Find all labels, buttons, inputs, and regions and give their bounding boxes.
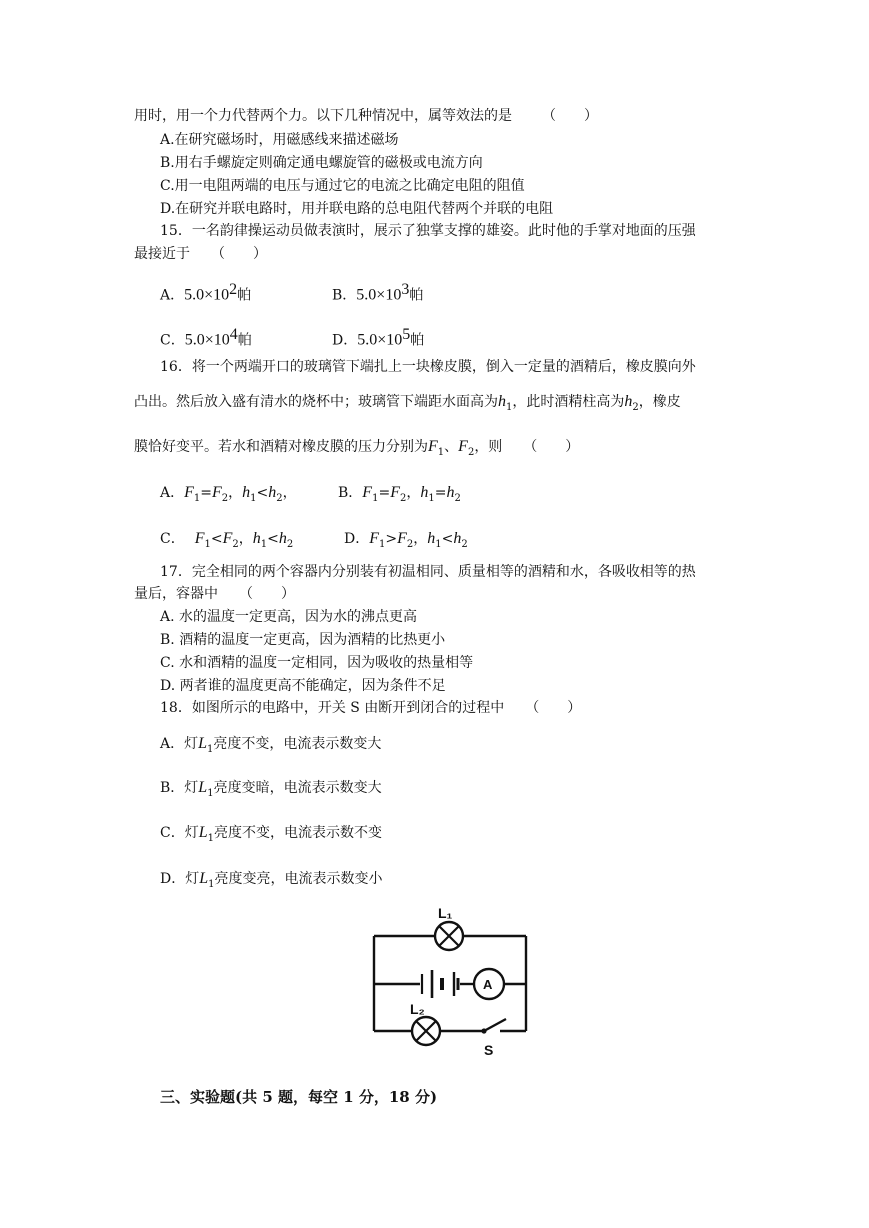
circuit-diagram bbox=[360, 900, 540, 1065]
question-14-stem: 用时，用一个力代替两个力。以下几种情况中，属等效法的是 （ ） bbox=[134, 108, 598, 124]
question-15-stem-line2: 最接近于 （ ） bbox=[134, 246, 267, 262]
lamp-l1-label: L₁ bbox=[438, 905, 453, 921]
lamp-l2 bbox=[412, 1017, 440, 1045]
question-17-stem-line2: 量后，容器中 （ ） bbox=[134, 586, 295, 602]
lamp-l2-label: L₂ bbox=[410, 1001, 425, 1017]
question-16-option-d: D．$F_1>F_2$，$h_1<h_2$ bbox=[344, 530, 468, 550]
question-15-option-c: C．$5.0\times 10^4$帕 bbox=[160, 326, 252, 349]
switch-label: S bbox=[484, 1042, 494, 1058]
question-15-option-a: A．$5.0\times 10^2$帕 bbox=[160, 281, 252, 304]
question-17-option-a: A. 水的温度一定更高，因为水的沸点更高 bbox=[160, 609, 418, 625]
question-17-stem-line1: 17．完全相同的两个容器内分别装有初温相同、质量相等的酒精和水，各吸收相等的热 bbox=[160, 564, 696, 580]
question-16-option-c: C． $F_1<F_2$，$h_1<h_2$ bbox=[160, 530, 294, 550]
question-18-option-c: C．灯$L_1$亮度不变，电流表示数不变 bbox=[160, 824, 382, 844]
question-18-option-b: B．灯$L_1$亮度变暗，电流表示数变大 bbox=[160, 779, 382, 799]
question-17-option-c: C. 水和酒精的温度一定相同，因为吸收的热量相等 bbox=[160, 655, 474, 671]
question-18-stem: 18．如图所示的电路中，开关 S 由断开到闭合的过程中 （ ） bbox=[160, 700, 582, 716]
question-16-option-a: A．$F_1=F_2$，$h_1<h_2$， bbox=[160, 484, 297, 504]
question-18-option-d: D．灯$L_1$亮度变亮，电流表示数变小 bbox=[160, 870, 383, 890]
question-14-option-d: D.在研究并联电路时，用并联电路的总电阻代替两个并联的电阻 bbox=[160, 201, 554, 217]
ammeter-label: A bbox=[483, 977, 493, 992]
question-16-option-b: B．$F_1=F_2$，$h_1=h_2$ bbox=[338, 484, 461, 504]
question-16-stem-line3: 膜恰好变平。若水和酒精对橡皮膜的压力分别为$F_1$、$F_2$，则 （ ） bbox=[134, 438, 580, 458]
section-3-heading: 三、实验题(共 5 题，每空 1 分，18 分) bbox=[160, 1088, 438, 1106]
question-15-option-b: B．$5.0\times 10^3$帕 bbox=[332, 281, 424, 304]
battery bbox=[422, 970, 458, 998]
question-14-option-c: C.用一电阻两端的电压与通过它的电流之比确定电阻的阻值 bbox=[160, 178, 525, 194]
question-18-option-a: A．灯$L_1$亮度不变，电流表示数变大 bbox=[160, 735, 382, 755]
question-15-option-d: D．$5.0\times 10^5$帕 bbox=[332, 326, 425, 349]
lamp-l1 bbox=[435, 922, 463, 950]
question-16-stem-line2: 凸出。然后放入盛有清水的烧杯中；玻璃管下端距水面高为$h_1$，此时酒精柱高为$h_2$，橡皮 bbox=[134, 393, 681, 413]
question-14-option-a: A.在研究磁场时，用磁感线来描述磁场 bbox=[160, 132, 399, 148]
question-17-option-d: D. 两者谁的温度更高不能确定，因为条件不足 bbox=[160, 678, 446, 694]
question-15-stem-line1: 15．一名韵律操运动员做表演时，展示了独掌支撑的雄姿。此时他的手掌对地面的压强 bbox=[160, 223, 696, 239]
question-16-stem-line1: 16．将一个两端开口的玻璃管下端扎上一块橡皮膜，倒入一定量的酒精后，橡皮膜向外 bbox=[160, 359, 696, 375]
question-17-option-b: B. 酒精的温度一定更高，因为酒精的比热更小 bbox=[160, 632, 446, 648]
question-14-option-b: B.用右手螺旋定则确定通电螺旋管的磁极或电流方向 bbox=[160, 155, 483, 171]
